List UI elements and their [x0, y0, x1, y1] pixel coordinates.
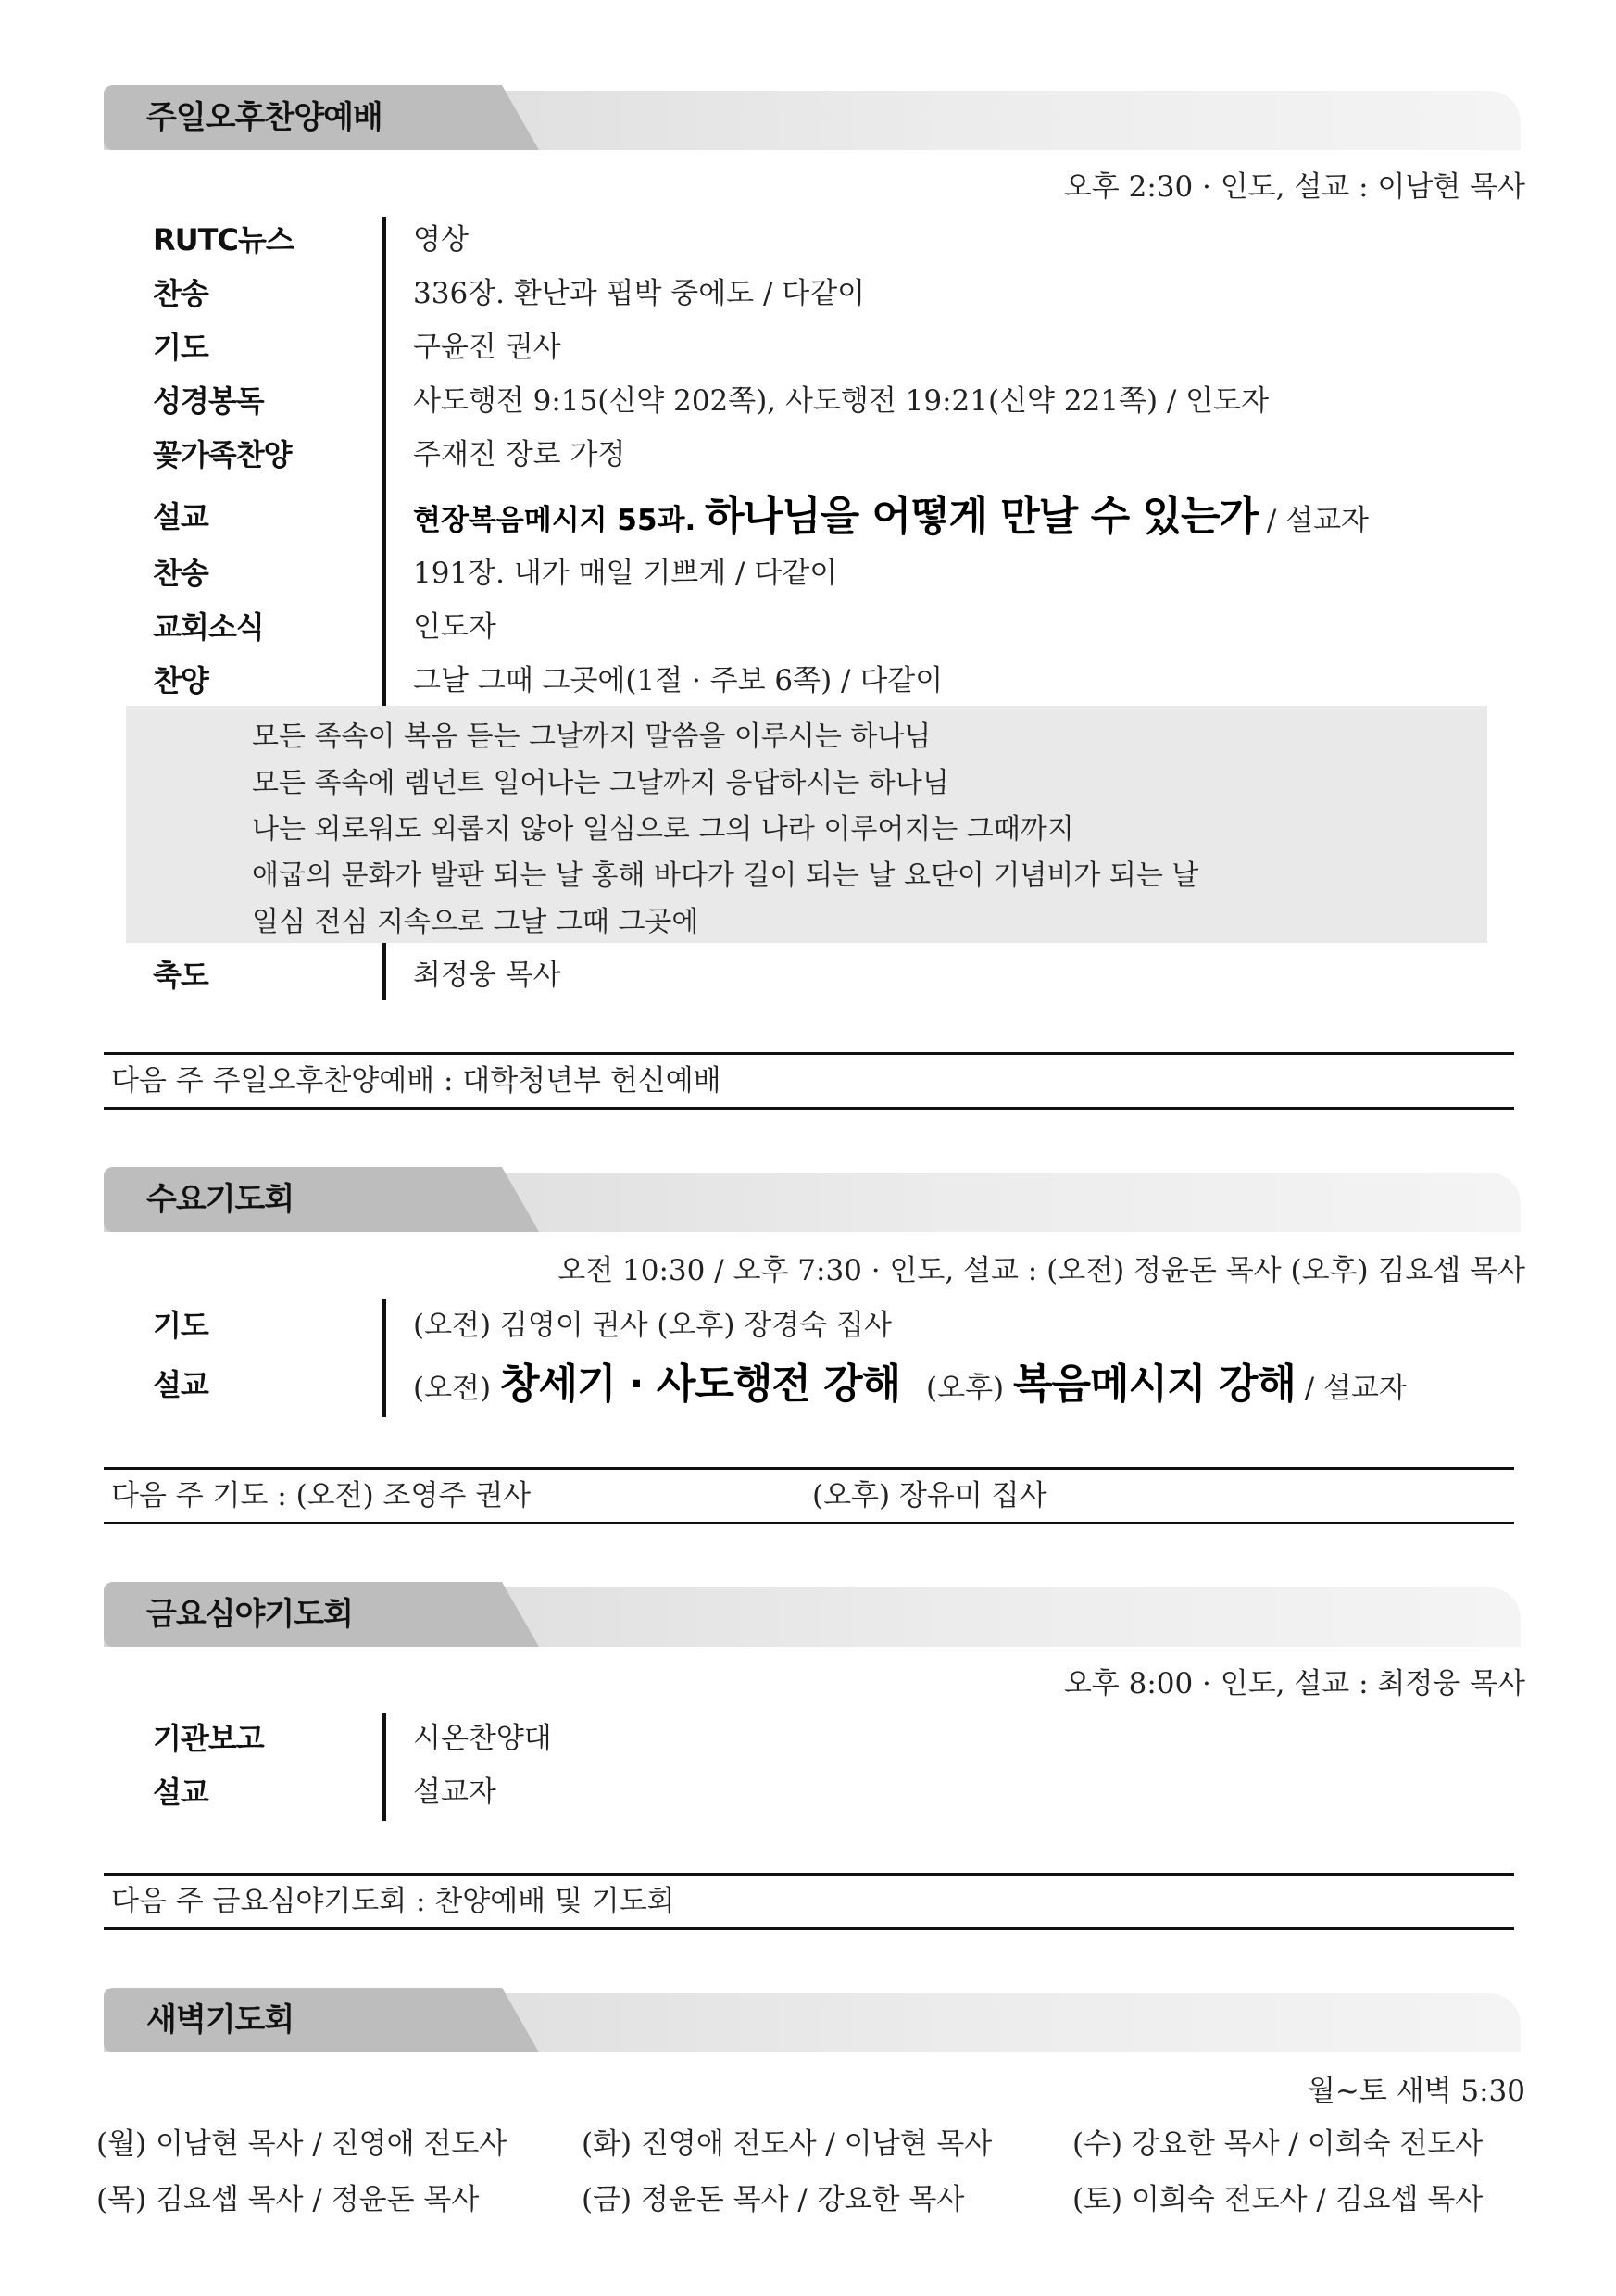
pm-prefix: (오후) — [926, 1372, 1005, 1405]
order-label: 설교 — [153, 1775, 208, 1810]
next-week-box — [104, 1052, 1514, 1110]
order-value: 주재진 장로 가정 — [413, 438, 626, 471]
sermon-row — [0, 1354, 1616, 1415]
section-header-friday — [104, 1582, 1521, 1652]
section-title: 수요기도회 — [146, 1181, 294, 1218]
sermon-series: 현장복음메시지 55과. — [413, 504, 696, 537]
sermon-suffix: / 설교자 — [1266, 504, 1369, 537]
dawn-schedule-tue: (화) 진영애 전도사 / 이남현 목사 — [582, 2127, 993, 2161]
order-label: 기관보고 — [153, 1721, 264, 1756]
am-sermon-title: 창세기 · 사도행전 강해 — [499, 1361, 901, 1408]
pm-sermon-title: 복음메시지 강해 — [1012, 1361, 1296, 1408]
order-value: 시온찬양대 — [413, 1722, 552, 1755]
service-time: 월~토 새벽 5:30 — [1307, 2075, 1525, 2108]
order-row — [0, 320, 1616, 374]
service-time: 오후 2:30 · 인도, 설교 : 이남현 목사 — [1063, 170, 1525, 204]
order-value: (오전) 김영이 권사 (오후) 장경숙 집사 — [413, 1309, 892, 1342]
order-value: 최정웅 목사 — [413, 959, 561, 992]
order-row — [0, 546, 1616, 600]
order-value: 구윤진 권사 — [413, 331, 561, 364]
order-label: 찬양 — [153, 663, 208, 698]
order-value: 영상 — [413, 223, 469, 257]
sermon-suffix: / 설교자 — [1304, 1372, 1407, 1405]
order-value: 191장. 내가 매일 기쁘게 / 다같이 — [413, 557, 838, 590]
order-label: 찬송 — [153, 556, 208, 591]
order-label: 성경봉독 — [153, 383, 264, 419]
order-row — [0, 267, 1616, 320]
next-week-prayer-pm: (오후) 장유미 집사 — [812, 1479, 1047, 1512]
lyrics-line: 애굽의 문화가 발판 되는 날 홍해 바다가 길이 되는 날 요단이 기념비가 되는 날 — [252, 859, 1199, 892]
benediction-row — [0, 948, 1616, 1002]
lyrics-box — [126, 706, 1487, 943]
order-row — [0, 374, 1616, 428]
lyrics-line: 일심 전심 지속으로 그날 그때 그곳에 — [252, 906, 699, 938]
dawn-schedule-row — [0, 2117, 1616, 2171]
order-label: RUTC뉴스 — [153, 222, 294, 257]
order-row — [0, 600, 1616, 654]
dawn-schedule-mon: (월) 이남현 목사 / 진영애 전도사 — [96, 2127, 507, 2161]
dawn-schedule-row — [0, 2173, 1616, 2227]
order-value: 그날 그때 그곳에(1절 · 주보 6쪽) / 다같이 — [413, 664, 944, 697]
section-header-sunday-afternoon — [104, 85, 1521, 156]
service-time: 오후 8:00 · 인도, 설교 : 최정웅 목사 — [1063, 1667, 1525, 1700]
order-value: 336장. 환난과 핍박 중에도 / 다같이 — [413, 277, 866, 310]
order-row — [0, 1765, 1616, 1819]
next-week-prayer-am: 다음 주 기도 : (오전) 조영주 권사 — [111, 1479, 532, 1512]
am-prefix: (오전) — [413, 1372, 492, 1405]
order-value: 설교자 — [413, 1775, 496, 1809]
order-row — [0, 1712, 1616, 1765]
lyrics-line: 모든 족속이 복음 듣는 그날까지 말씀을 이루시는 하나님 — [252, 721, 932, 753]
next-week-text: 다음 주 금요심야기도회 : 찬양예배 및 기도회 — [111, 1885, 675, 1918]
section-header-dawn — [104, 1988, 1521, 2058]
next-week-box — [104, 1467, 1514, 1524]
order-value: 사도행전 9:15(신약 202쪽), 사도행전 19:21(신약 221쪽) / 인도자 — [413, 384, 1270, 418]
section-title: 새벽기도회 — [146, 2001, 294, 2039]
order-row — [0, 654, 1616, 708]
order-label: 찬송 — [153, 276, 208, 311]
dawn-schedule-wed: (수) 강요한 목사 / 이희숙 전도사 — [1072, 2127, 1484, 2161]
order-label: 설교 — [153, 1367, 208, 1402]
order-row — [0, 428, 1616, 482]
sermon-title: 하나님을 어떻게 만날 수 있는가 — [705, 493, 1258, 540]
lyrics-line: 모든 족속에 렘넌트 일어나는 그날까지 응답하시는 하나님 — [252, 767, 949, 799]
section-title: 주일오후찬양예배 — [146, 99, 382, 136]
order-label: 교회소식 — [153, 609, 264, 645]
order-label: 기도 — [153, 1308, 208, 1343]
order-row — [0, 213, 1616, 267]
order-label: 축도 — [153, 958, 208, 993]
dawn-schedule-fri: (금) 정윤돈 목사 / 강요한 목사 — [582, 2183, 965, 2216]
next-week-box — [104, 1873, 1514, 1930]
order-value: 인도자 — [413, 610, 496, 644]
sermon-row — [0, 487, 1616, 546]
lyrics-line: 나는 외로워도 외롭지 않아 일심으로 그의 나라 이루어지는 그때까지 — [252, 813, 1074, 846]
service-time: 오전 10:30 / 오후 7:30 · 인도, 설교 : (오전) 정윤돈 목사 (오후) 김요셉 목사 — [557, 1254, 1525, 1287]
order-label: 설교 — [153, 499, 208, 534]
dawn-schedule-sat: (토) 이희숙 전도사 / 김요셉 목사 — [1072, 2183, 1484, 2216]
section-header-wednesday — [104, 1167, 1521, 1237]
dawn-schedule-thu: (목) 김요셉 목사 / 정윤돈 목사 — [96, 2183, 480, 2216]
section-title: 금요심야기도회 — [146, 1596, 353, 1633]
order-label: 꽃가족찬양 — [153, 437, 292, 472]
order-row — [0, 1299, 1616, 1352]
next-week-text: 다음 주 주일오후찬양예배 : 대학청년부 헌신예배 — [111, 1064, 721, 1098]
order-label: 기도 — [153, 330, 208, 365]
